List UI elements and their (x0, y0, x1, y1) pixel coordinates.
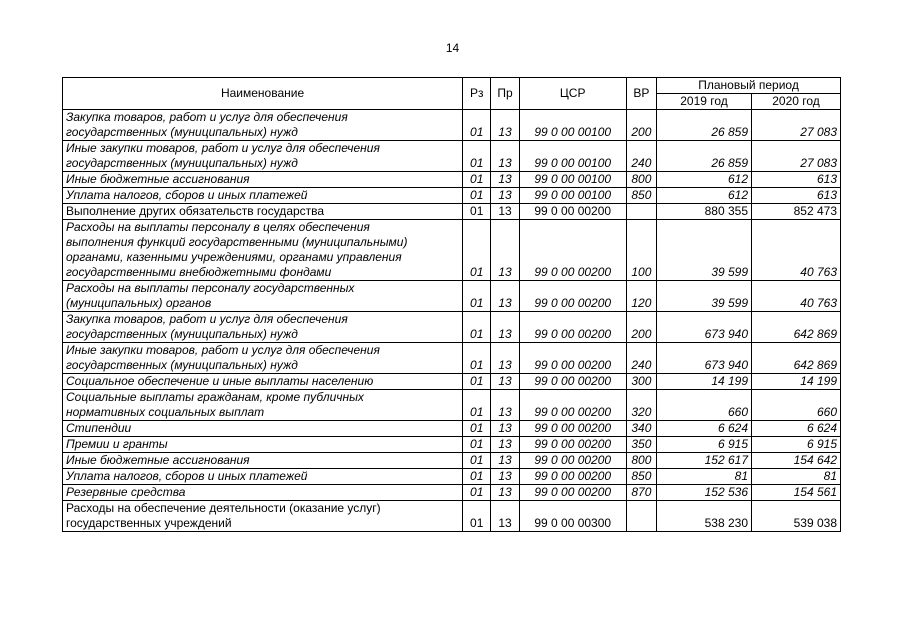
table-row (63, 453, 841, 469)
row-rz: 01 (463, 374, 491, 390)
row-vr: 240 (626, 141, 656, 172)
row-name-cell (63, 437, 463, 453)
row-vr: 100 (626, 220, 656, 281)
row-csr: 99 0 00 00200 (519, 469, 626, 485)
row-name-line: Стипендии (66, 421, 132, 435)
row-csr: 99 0 00 00200 (519, 343, 626, 374)
row-name-line: государственных (муниципальных) нужд (66, 358, 298, 372)
header-rz: Рз (463, 78, 491, 110)
row-name-line: Социальные выплаты гражданам, кроме публичных (66, 390, 364, 404)
row-name-line: государственных (муниципальных) нужд (66, 156, 298, 170)
header-name: Наименование (63, 78, 463, 110)
row-2020-value: 539 038 (752, 501, 841, 532)
row-name-line: Расходы на обеспечение деятельности (оказание услуг) (66, 501, 381, 515)
row-name-cell (63, 220, 463, 281)
row-name-line: Иные бюджетные ассигнования (66, 453, 250, 467)
row-vr: 200 (626, 312, 656, 343)
row-name-line: государственными внебюджетными фондами (66, 265, 332, 279)
row-csr: 99 0 00 00200 (519, 312, 626, 343)
row-2020-value: 6 624 (752, 421, 841, 437)
row-csr: 99 0 00 00200 (519, 437, 626, 453)
row-csr: 99 0 00 00100 (519, 172, 626, 188)
row-rz: 01 (463, 501, 491, 532)
row-vr: 800 (626, 453, 656, 469)
row-csr: 99 0 00 00100 (519, 188, 626, 204)
row-csr: 99 0 00 00200 (519, 390, 626, 421)
table-row (63, 485, 841, 501)
row-vr: 870 (626, 485, 656, 501)
row-name-line: Иные закупки товаров, работ и услуг для обеспечения (66, 141, 380, 155)
table-row (63, 421, 841, 437)
row-pr: 13 (491, 281, 519, 312)
row-csr: 99 0 00 00100 (519, 110, 626, 141)
row-2020-value: 154 642 (752, 453, 841, 469)
row-csr: 99 0 00 00200 (519, 421, 626, 437)
row-name-line: Закупка товаров, работ и услуг для обеспечения (66, 110, 348, 124)
row-2019-value: 6 915 (657, 437, 752, 453)
header-pr: Пр (491, 78, 519, 110)
header-year-2020: 2020 год (752, 94, 841, 110)
row-name-cell (63, 172, 463, 188)
row-2020-value: 81 (752, 469, 841, 485)
row-2020-value: 154 561 (752, 485, 841, 501)
header-year-2019: 2019 год (657, 94, 752, 110)
row-name-line: государственных (муниципальных) нужд (66, 125, 298, 139)
row-rz: 01 (463, 312, 491, 343)
row-name-line: органами, казенными учреждениями, органами управления (66, 250, 402, 264)
table-row (63, 374, 841, 390)
row-rz: 01 (463, 141, 491, 172)
row-vr: 340 (626, 421, 656, 437)
row-name-line: Премии и гранты (66, 437, 168, 451)
header-row (63, 78, 841, 94)
row-name-line: Иные закупки товаров, работ и услуг для обеспечения (66, 343, 380, 357)
row-rz: 01 (463, 485, 491, 501)
row-name-line: Уплата налогов, сборов и иных платежей (66, 469, 308, 483)
row-pr: 13 (491, 453, 519, 469)
row-2019-value: 26 859 (657, 110, 752, 141)
table-body (63, 110, 841, 532)
row-name-line: Уплата налогов, сборов и иных платежей (66, 188, 308, 202)
row-2019-value: 880 355 (657, 204, 752, 220)
row-csr: 99 0 00 00200 (519, 204, 626, 220)
table-row (63, 390, 841, 421)
row-2020-value: 642 869 (752, 312, 841, 343)
table-row (63, 312, 841, 343)
row-2019-value: 39 599 (657, 220, 752, 281)
row-rz: 01 (463, 343, 491, 374)
row-name-cell (63, 281, 463, 312)
row-pr: 13 (491, 374, 519, 390)
row-rz: 01 (463, 220, 491, 281)
table-row (63, 220, 841, 281)
row-name-line: государственных учреждений (66, 516, 232, 530)
row-name-line: Иные бюджетные ассигнования (66, 172, 250, 186)
table-row (63, 501, 841, 532)
row-name-cell (63, 390, 463, 421)
row-csr: 99 0 00 00200 (519, 281, 626, 312)
row-name-line: Расходы на выплаты персоналу в целях обеспечения (66, 220, 370, 234)
row-name-cell (63, 469, 463, 485)
row-name-cell (63, 312, 463, 343)
row-name-cell (63, 343, 463, 374)
row-rz: 01 (463, 390, 491, 421)
row-2019-value: 39 599 (657, 281, 752, 312)
table-row (63, 204, 841, 220)
row-name-line: государственных (муниципальных) нужд (66, 327, 298, 341)
row-2019-value: 26 859 (657, 141, 752, 172)
row-2019-value: 538 230 (657, 501, 752, 532)
row-name-line: Расходы на выплаты персоналу государственных (66, 281, 355, 295)
row-vr: 240 (626, 343, 656, 374)
row-pr: 13 (491, 390, 519, 421)
row-name-line: нормативных социальных выплат (66, 405, 265, 419)
row-name-line: Социальное обеспечение и иные выплаты населению (66, 374, 374, 388)
row-pr: 13 (491, 220, 519, 281)
row-pr: 13 (491, 204, 519, 220)
table-row (63, 141, 841, 172)
row-2020-value: 40 763 (752, 281, 841, 312)
row-pr: 13 (491, 172, 519, 188)
table-row (63, 172, 841, 188)
row-rz: 01 (463, 437, 491, 453)
row-2020-value: 613 (752, 172, 841, 188)
row-2019-value: 660 (657, 390, 752, 421)
row-csr: 99 0 00 00200 (519, 485, 626, 501)
row-pr: 13 (491, 343, 519, 374)
row-pr: 13 (491, 421, 519, 437)
row-name-cell (63, 141, 463, 172)
row-name-line: Выполнение других обязательств государства (66, 204, 325, 218)
row-pr: 13 (491, 312, 519, 343)
row-2019-value: 673 940 (657, 343, 752, 374)
row-vr: 350 (626, 437, 656, 453)
row-2019-value: 612 (657, 188, 752, 204)
header-csr: ЦСР (519, 78, 626, 110)
row-2019-value: 673 940 (657, 312, 752, 343)
row-rz: 01 (463, 469, 491, 485)
row-pr: 13 (491, 469, 519, 485)
row-rz: 01 (463, 110, 491, 141)
row-vr: 850 (626, 188, 656, 204)
page-number: 14 (445, 41, 460, 55)
row-rz: 01 (463, 421, 491, 437)
row-2020-value: 14 199 (752, 374, 841, 390)
row-pr: 13 (491, 141, 519, 172)
header-vr: ВР (626, 78, 656, 110)
table-row (63, 188, 841, 204)
row-2020-value: 852 473 (752, 204, 841, 220)
row-2019-value: 612 (657, 172, 752, 188)
row-2019-value: 81 (657, 469, 752, 485)
row-2020-value: 642 869 (752, 343, 841, 374)
table-row (63, 437, 841, 453)
row-name-line: выполнения функций государственными (муниципальными) (66, 235, 408, 249)
row-2019-value: 152 536 (657, 485, 752, 501)
row-name-cell (63, 374, 463, 390)
row-2020-value: 27 083 (752, 141, 841, 172)
row-2019-value: 152 617 (657, 453, 752, 469)
row-rz: 01 (463, 204, 491, 220)
row-pr: 13 (491, 110, 519, 141)
row-csr: 99 0 00 00200 (519, 374, 626, 390)
row-name-cell (63, 485, 463, 501)
row-pr: 13 (491, 485, 519, 501)
row-2020-value: 27 083 (752, 110, 841, 141)
table-row (63, 343, 841, 374)
row-2019-value: 6 624 (657, 421, 752, 437)
row-vr: 800 (626, 172, 656, 188)
row-rz: 01 (463, 453, 491, 469)
row-name-line: Резервные средства (66, 485, 186, 499)
table-row (63, 110, 841, 141)
row-vr: 850 (626, 469, 656, 485)
row-2020-value: 40 763 (752, 220, 841, 281)
row-vr (626, 204, 656, 220)
row-rz: 01 (463, 188, 491, 204)
row-vr: 320 (626, 390, 656, 421)
row-rz: 01 (463, 281, 491, 312)
row-name-cell (63, 421, 463, 437)
row-vr: 300 (626, 374, 656, 390)
row-name-cell (63, 501, 463, 532)
row-vr (626, 501, 656, 532)
row-2020-value: 660 (752, 390, 841, 421)
row-name-cell (63, 110, 463, 141)
row-name-cell (63, 204, 463, 220)
row-pr: 13 (491, 501, 519, 532)
row-csr: 99 0 00 00300 (519, 501, 626, 532)
table-row (63, 281, 841, 312)
row-name-cell (63, 453, 463, 469)
row-pr: 13 (491, 188, 519, 204)
row-vr: 120 (626, 281, 656, 312)
row-name-line: Закупка товаров, работ и услуг для обеспечения (66, 312, 348, 326)
row-csr: 99 0 00 00200 (519, 453, 626, 469)
row-pr: 13 (491, 437, 519, 453)
row-rz: 01 (463, 172, 491, 188)
table-row (63, 469, 841, 485)
row-name-line: (муниципальных) органов (66, 296, 212, 310)
row-2020-value: 6 915 (752, 437, 841, 453)
budget-table (62, 77, 841, 532)
row-2019-value: 14 199 (657, 374, 752, 390)
row-2020-value: 613 (752, 188, 841, 204)
row-name-cell (63, 188, 463, 204)
row-csr: 99 0 00 00200 (519, 220, 626, 281)
row-vr: 200 (626, 110, 656, 141)
header-planned-period: Плановый период (657, 78, 841, 94)
row-csr: 99 0 00 00100 (519, 141, 626, 172)
